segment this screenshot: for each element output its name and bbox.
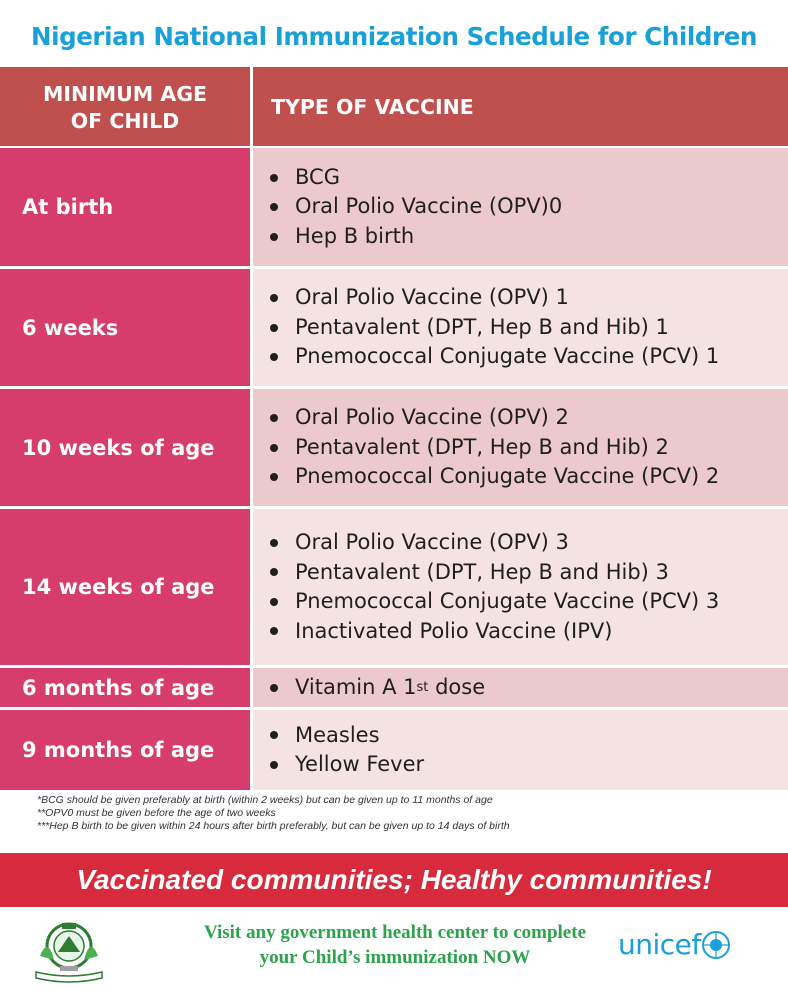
footnotes (37, 794, 510, 833)
page-title: Nigerian National Immunization Schedule for Children (30, 22, 758, 51)
bullet-icon (270, 414, 278, 422)
table-row (0, 389, 788, 509)
header-vaccine-type: TYPE OF VACCINE (271, 94, 474, 119)
list-item: Oral Polio Vaccine (OPV) 2 (270, 403, 788, 433)
footnote: ***Hep B birth to be given within 24 hours after birth preferably, but can be given up to 14 days of birth (37, 820, 510, 832)
list-item: Inactivated Polio Vaccine (IPV) (270, 617, 788, 647)
list-item: Oral Polio Vaccine (OPV)0 (270, 192, 788, 222)
bullet-icon (270, 627, 278, 635)
age-cell: 6 weeks (0, 269, 253, 386)
bullet-icon (270, 684, 278, 692)
footnote: *BCG should be given preferably at birth (within 2 weeks) but can be given up to 11 months of age (37, 794, 493, 806)
age-cell: 6 months of age (0, 668, 253, 707)
slogan-banner: Vaccinated communities; Healthy communities! (0, 853, 788, 907)
bullet-icon (270, 568, 278, 576)
bullet-icon (270, 324, 278, 332)
list-item: Pnemococcal Conjugate Vaccine (PCV) 2 (270, 462, 788, 492)
list-item: Oral Polio Vaccine (OPV) 3 (270, 528, 788, 558)
list-item: Oral Polio Vaccine (OPV) 1 (270, 283, 788, 313)
list-item: Hep B birth (270, 222, 788, 252)
table-row (0, 148, 788, 269)
list-item: Pentavalent (DPT, Hep B and Hib) 3 (270, 558, 788, 588)
bullet-icon (270, 353, 278, 361)
unicef-emblem-icon (701, 930, 731, 960)
list-item: Vitamin A 1 st dose (270, 673, 788, 703)
vaccine-cell (253, 269, 788, 386)
bullet-icon (270, 233, 278, 241)
table-row (0, 269, 788, 389)
visit-line-2: your Child’s immunization NOW (259, 947, 531, 968)
list-item: Pnemococcal Conjugate Vaccine (PCV) 3 (270, 587, 788, 617)
table-row (0, 668, 788, 710)
age-cell: At birth (0, 148, 253, 266)
bullet-icon (270, 203, 278, 211)
bullet-icon (270, 539, 278, 547)
list-item: Pentavalent (DPT, Hep B and Hib) 1 (270, 313, 788, 343)
visit-line-1: Visit any government health center to complete (203, 922, 587, 943)
vaccine-cell (253, 509, 788, 665)
bullet-icon (270, 731, 278, 739)
table-row (0, 509, 788, 668)
bullet-icon (270, 444, 278, 452)
visit-message (140, 920, 650, 970)
list-item: Yellow Fever (270, 750, 788, 780)
bullet-icon (270, 761, 278, 769)
vaccine-cell (253, 148, 788, 266)
list-item: BCG (270, 163, 788, 193)
bullet-icon (270, 598, 278, 606)
unicef-wordmark: unicef (618, 928, 701, 961)
header-min-age (0, 67, 253, 146)
immunization-table (0, 67, 788, 790)
age-cell: 14 weeks of age (0, 509, 253, 665)
bullet-icon (270, 294, 278, 302)
unicef-logo (618, 928, 731, 961)
bullet-icon (270, 174, 278, 182)
vaccine-cell (253, 668, 788, 707)
vaccine-cell (253, 710, 788, 790)
bullet-icon (270, 473, 278, 481)
list-item: Pnemococcal Conjugate Vaccine (PCV) 1 (270, 342, 788, 372)
table-row (0, 710, 788, 790)
list-item: Pentavalent (DPT, Hep B and Hib) 2 (270, 433, 788, 463)
coat-of-arms-logo (28, 916, 110, 984)
footnote: **OPV0 must be given before the age of two weeks (37, 807, 276, 819)
vaccine-cell (253, 389, 788, 506)
age-cell: 9 months of age (0, 710, 253, 790)
age-cell: 10 weeks of age (0, 389, 253, 506)
header-min-age-line2: OF CHILD (70, 108, 180, 133)
table-header (0, 67, 788, 148)
list-item: Measles (270, 721, 788, 751)
header-min-age-line1: MINIMUM AGE (42, 81, 208, 106)
